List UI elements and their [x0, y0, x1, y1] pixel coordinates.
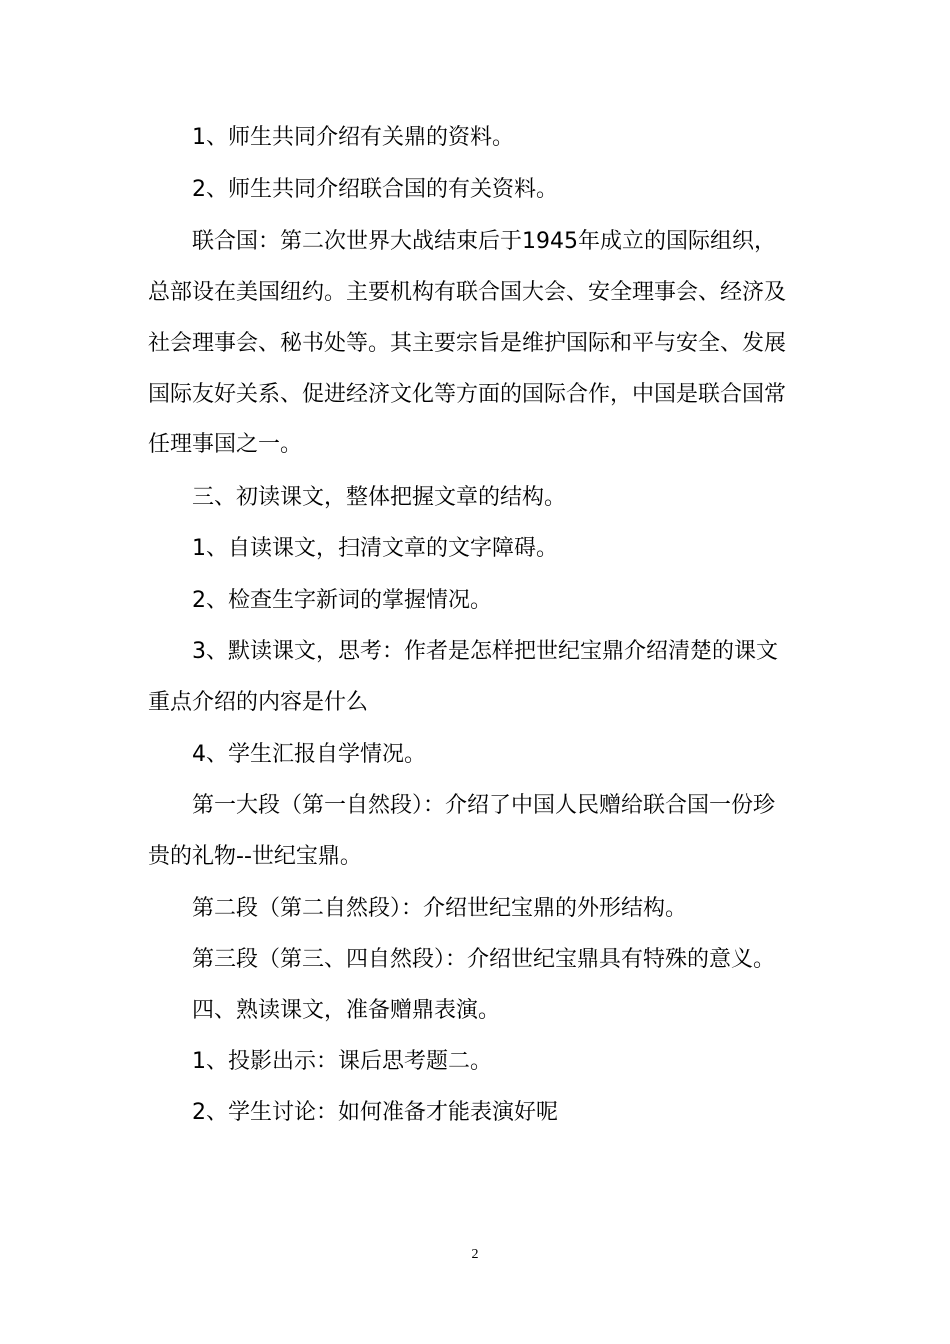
text-line-8: 三、初读课文，整体把握文章的结构。 — [192, 485, 567, 510]
text-line-2: 2、师生共同介绍联合国的有关资料。 — [192, 177, 558, 202]
text-line-4: 总部设在美国纽约。主要机构有联合国大会、安全理事会、经济及 — [148, 280, 787, 305]
text-line-15: 贵的礼物--世纪宝鼎。 — [148, 844, 362, 869]
page-number: 2 — [471, 1247, 479, 1262]
text-line-13: 4、学生汇报自学情况。 — [192, 742, 426, 767]
text-line-3: 联合国：第二次世界大战结束后于1945年成立的国际组织， — [192, 229, 776, 254]
text-line-14: 第一大段（第一自然段）：介绍了中国人民赠给联合国一份珍 — [192, 793, 776, 818]
text-line-7: 任理事国之一。 — [148, 432, 303, 457]
text-line-17: 第三段（第三、四自然段）：介绍世纪宝鼎具有特殊的意义。 — [192, 947, 776, 972]
text-line-9: 1、自读课文，扫清文章的文字障碍。 — [192, 536, 558, 561]
text-line-10: 2、检查生字新词的掌握情况。 — [192, 588, 492, 613]
text-line-20: 2、学生讨论：如何准备才能表演好呢 — [192, 1100, 558, 1125]
text-line-16: 第二段（第二自然段）：介绍世纪宝鼎的外形结构。 — [192, 896, 688, 921]
text-line-18: 四、熟读课文，准备赠鼎表演。 — [192, 998, 501, 1023]
text-line-6: 国际友好关系、促进经济文化等方面的国际合作，中国是联合国常 — [148, 382, 787, 407]
text-line-1: 1、师生共同介绍有关鼎的资料。 — [192, 125, 514, 150]
text-line-19: 1、投影出示：课后思考题二。 — [192, 1049, 492, 1074]
text-line-5: 社会理事会、秘书处等。其主要宗旨是维护国际和平与安全、发展 — [148, 331, 787, 356]
text-line-11: 3、默读课文，思考：作者是怎样把世纪宝鼎介绍清楚的课文 — [192, 639, 778, 664]
text-line-12: 重点介绍的内容是什么 — [148, 690, 369, 715]
